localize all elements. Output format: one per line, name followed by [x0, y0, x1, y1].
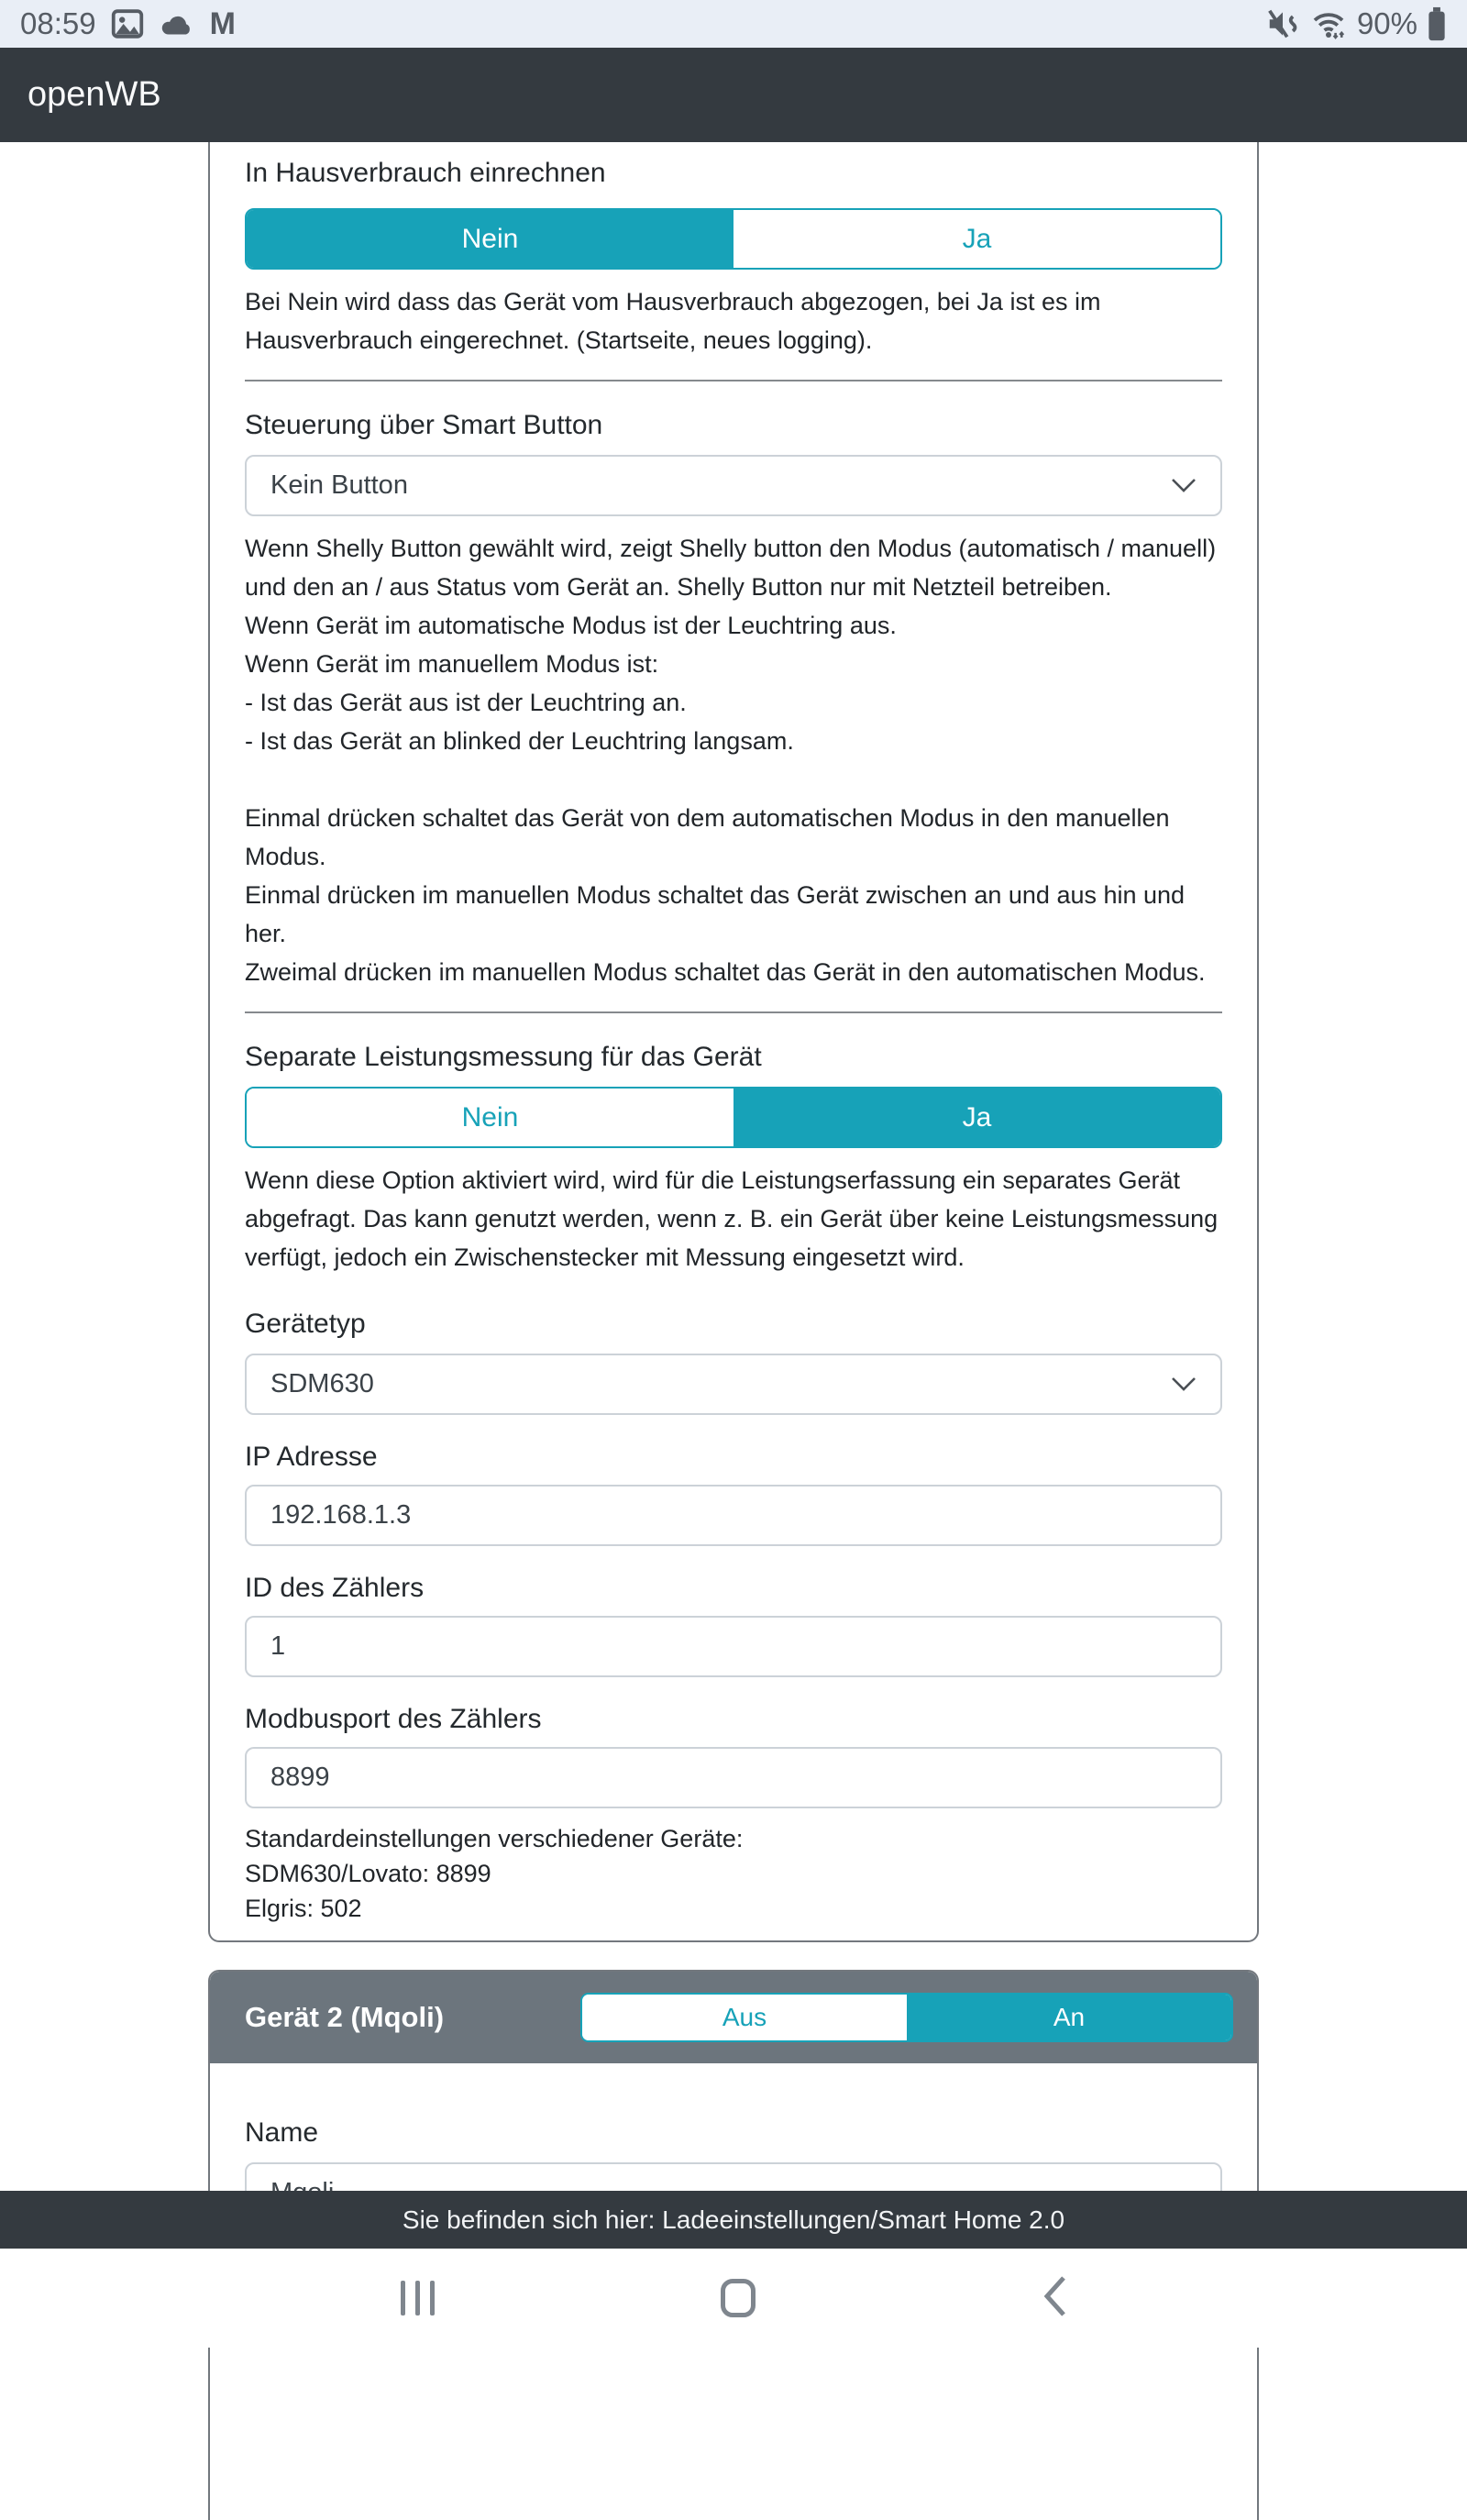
page-content	[0, 142, 1467, 2520]
house-consumption-toggle	[245, 208, 1222, 270]
help-line: Wenn Gerät im automatische Modus ist der Leuchtring aus.	[245, 612, 897, 639]
battery-percent: 90%	[1356, 6, 1417, 40]
separate-measurement-label: Separate Leistungsmessung für das Gerät	[245, 1042, 762, 1072]
house-consumption-help: Bei Nein wird dass das Gerät vom Hausverbrauch abgezogen, bei Ja ist es im Hausverbrauch eingerechnet. (Startseite, neues logging).	[245, 288, 1101, 354]
cloud-notification-icon	[159, 11, 195, 37]
battery-icon	[1427, 6, 1447, 41]
help-line: Zweimal drücken im manuellen Modus schaltet das Gerät in den automatischen Modus.	[245, 958, 1206, 986]
ip-address-input[interactable]	[245, 1485, 1222, 1546]
gallery-notification-icon	[111, 9, 144, 39]
help-line: Standardeinstellungen verschiedener Geräte:	[245, 1825, 744, 1852]
device-type-label: Gerätetyp	[245, 1309, 366, 1339]
smart-button-help	[245, 529, 1222, 991]
status-bar	[0, 0, 1467, 48]
device2-on-button[interactable]: An	[907, 1995, 1231, 2040]
house-consumption-label: In Hausverbrauch einrechnen	[245, 158, 606, 188]
house-consumption-no-button[interactable]: Nein	[247, 210, 734, 268]
help-line: Elgris: 502	[245, 1895, 362, 1922]
separate-measurement-yes-button[interactable]: Ja	[734, 1089, 1220, 1146]
separate-measurement-no-button[interactable]: Nein	[247, 1089, 734, 1146]
app-brand[interactable]: openWB	[28, 75, 161, 114]
smart-button-selected-value: Kein Button	[270, 470, 408, 500]
app-header	[0, 48, 1467, 142]
device2-off-button[interactable]: Aus	[582, 1995, 907, 2040]
breadcrumb-bar	[0, 2191, 1467, 2249]
separate-measurement-toggle	[245, 1087, 1222, 1148]
help-line: Wenn Shelly Button gewählt wird, zeigt Shelly button den Modus (automatisch / manuell) und den an / aus Status vom Gerät an. Shelly Button nur mit Netzteil betreiben.	[245, 535, 1217, 601]
home-button[interactable]	[721, 2279, 756, 2317]
smart-button-select[interactable]	[245, 455, 1222, 516]
chevron-down-icon	[1171, 1369, 1197, 1399]
device-type-selected-value: SDM630	[270, 1369, 374, 1398]
recent-apps-button[interactable]	[401, 2281, 435, 2316]
chevron-down-icon	[1171, 470, 1197, 501]
divider	[245, 380, 1222, 381]
help-line: Einmal drücken schaltet das Gerät von dem automatischen Modus in den manuellen Modus.	[245, 804, 1170, 870]
separate-measurement-help: Wenn diese Option aktiviert wird, wird für die Leistungserfassung ein separates Gerät abgefragt. Das kann genutzt werden, wenn z. B. ein Gerät über keine Leistungsmessung verfügt, jedoch ein Zwischenstecker mit Messung eingesetzt wird.	[245, 1166, 1219, 1271]
help-line: Wenn Gerät im manuellem Modus ist:	[245, 650, 659, 678]
help-line: Einmal drücken im manuellen Modus schaltet das Gerät zwischen an und aus hin und her.	[245, 881, 1186, 947]
device2-name-label: Name	[245, 2117, 319, 2148]
device2-card-header	[210, 1972, 1257, 2063]
device2-title: Gerät 2 (Mqoli)	[245, 2001, 445, 2033]
house-consumption-yes-button[interactable]: Ja	[734, 210, 1220, 268]
breadcrumb: Sie befinden sich hier: Ladeeinstellungen/Smart Home 2.0	[402, 2205, 1065, 2234]
divider	[245, 1011, 1222, 1013]
back-button[interactable]	[1042, 2274, 1067, 2323]
smart-button-label: Steuerung über Smart Button	[245, 410, 603, 440]
modbus-port-help	[245, 1821, 1222, 1926]
gmail-notification-icon: M	[209, 6, 236, 41]
device-type-select[interactable]	[245, 1354, 1222, 1415]
meter-id-label: ID des Zählers	[245, 1573, 425, 1603]
ip-address-label: IP Adresse	[245, 1442, 378, 1472]
modbus-port-input[interactable]	[245, 1747, 1222, 1808]
mute-vibrate-icon	[1265, 6, 1300, 41]
help-line: SDM630/Lovato: 8899	[245, 1860, 491, 1887]
help-line: - Ist das Gerät an blinked der Leuchtring langsam.	[245, 727, 794, 755]
meter-id-input[interactable]	[245, 1616, 1222, 1677]
help-line: - Ist das Gerät aus ist der Leuchtring an.	[245, 689, 687, 716]
help-line	[245, 760, 1222, 799]
wifi-icon	[1309, 6, 1348, 41]
device2-power-toggle	[580, 1993, 1233, 2042]
modbus-port-label: Modbusport des Zählers	[245, 1704, 542, 1734]
device1-card	[208, 142, 1259, 1942]
clock: 08:59	[20, 6, 96, 40]
android-navigation-bar	[0, 2249, 1467, 2348]
